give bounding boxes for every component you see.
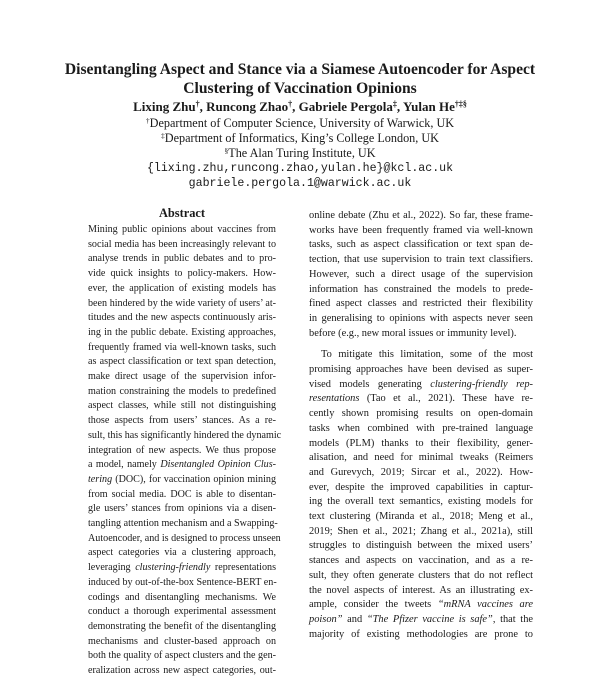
text-line: majority of existing methodologies are prone to <box>309 628 533 640</box>
text-line: vide quick insights to policy-makers. How- <box>88 268 276 280</box>
email-line-2: gabriele.pergola.1@warwick.ac.uk <box>188 177 412 190</box>
text-line: conduct a thorough experimental assessment <box>88 606 276 618</box>
paper-title <box>40 60 560 98</box>
text-line: resentations (Tao et al., 2021). These have re- <box>309 393 533 405</box>
text-line: tasks, such as aspect classification or text span de- <box>309 239 533 251</box>
text-line: and Gurevych, 2019; Sircar et al., 2022). How- <box>309 466 533 478</box>
affiliation-warwick: †Department of Computer Science, University of Warwick, UK <box>145 115 455 130</box>
author-list: Lixing Zhu†, Runcong Zhao†, Gabriele Pergola‡, Yulan He†‡§ <box>133 99 467 114</box>
text-line: in generalising to opinions with aspects never seen <box>309 312 533 324</box>
text-line: frequently framed via well-known tasks, such <box>88 341 276 353</box>
text-line: titudes and the new aspects continuously aris- <box>88 312 276 324</box>
text-line: eralization across new aspect categories, out- <box>88 665 276 677</box>
affiliation-turing: §The Alan Turing Institute, UK <box>224 145 376 160</box>
affiliations <box>40 116 560 191</box>
text-line: stances and aspects on vaccination, and as a re- <box>309 555 533 567</box>
text-line: ing in the public debate. Existing approaches, <box>88 326 276 338</box>
text-line: tangling attention mechanism and a Swapping- <box>88 518 278 530</box>
text-line: ing the overall text semantics, existing models for <box>309 496 533 508</box>
text-line: make direct usage of the supervision infor- <box>88 371 276 383</box>
text-line: both the quality of aspect clusters and the gen- <box>88 650 276 662</box>
abstract-heading: Abstract <box>158 206 206 220</box>
text-line: been hindered by the wide variety of users’ at- <box>88 297 276 309</box>
text-line: mation constraining the models to predefined <box>88 385 276 397</box>
introduction-body <box>309 209 533 642</box>
text-line: Autoencoder, and is designed to process unseen <box>88 532 281 544</box>
text-line: as aspect classification or text span detection, <box>88 356 276 368</box>
email-line-1: {lixing.zhu,runcong.zhao,yulan.he}@kcl.ac.uk <box>146 162 454 175</box>
text-line: sult, they often generate clusters that do not reflect <box>309 569 533 581</box>
text-line: aspect classes, while still not distinguishing <box>88 400 276 412</box>
text-line: gle users’ stances from opinions via a disen- <box>88 503 276 515</box>
text-line: analyse trends in public debates and to pro- <box>88 253 276 265</box>
text-line: integration of new aspects. We thus propose <box>88 444 276 456</box>
abstract-body <box>88 223 282 679</box>
text-line: However, such a direct usage of the supervision <box>309 268 533 280</box>
text-line: promising approaches have been devised as super- <box>309 364 533 376</box>
text-line: alisation, and need for minimal tweaks (Reimers <box>309 452 533 464</box>
title-line-1: Disentangling Aspect and Stance via a Siamese Autoencoder for Aspect <box>64 61 536 78</box>
text-line: leveraging clustering-friendly representations <box>88 562 277 574</box>
text-line: demonstrating the benefit of the disentangling <box>88 620 276 632</box>
text-line: sult, this has significantly hindered the dynamic <box>88 429 282 441</box>
text-line: information has constrained the models to prede- <box>309 283 533 295</box>
text-line: a model, namely Disentangled Opinion Clus- <box>88 459 276 471</box>
text-line: text clustering (Miranda et al., 2018; Meng et al., <box>309 511 533 523</box>
text-line: codings and disentangling mechanisms. We <box>88 591 276 603</box>
text-line: ample, consider the tweets “mRNA vaccines are <box>309 599 533 611</box>
text-line: vised models generating clustering-friendly rep- <box>309 378 534 390</box>
text-line: struggles to distinguish between the mixed users’ <box>309 540 533 552</box>
text-line: aspect categories via a clustering approach, <box>88 547 276 559</box>
text-line: works have been frequently framed via well-known <box>309 224 533 236</box>
text-line: To mitigate this limitation, some of the most <box>321 349 533 361</box>
affiliation-kcl: ‡Department of Informatics, King’s College London, UK <box>161 130 439 145</box>
author-name: Runcong Zhao <box>206 99 289 114</box>
text-line: online debate (Zhu et al., 2022). So far, these frame- <box>309 210 533 221</box>
text-line: fined aspect classes and restricted their flexibility <box>309 298 533 310</box>
author-name: Yulan He <box>402 99 455 114</box>
text-line: the novel aspects of interest. As an illustrating ex- <box>309 584 533 596</box>
author-name: Gabriele Pergola <box>298 99 393 114</box>
text-line: ever, despite the improved capabilities in captur- <box>309 481 533 493</box>
text-line: from social media. DOC is able to disentan- <box>88 488 276 500</box>
text-line: Mining public opinions about vaccines from <box>88 224 276 235</box>
text-line: induced by out-of-the-box Sentence-BERT en- <box>88 576 277 588</box>
paragraph-gap <box>309 341 533 348</box>
text-line: poison” and “The Pfizer vaccine is safe”, that the <box>309 613 533 625</box>
text-line: tasks when combined with pre-trained language <box>309 422 533 434</box>
text-line: those aspects from users’ stances. As a re- <box>88 415 276 427</box>
text-line: models (PLM) thanks to their flexibility, gener- <box>309 437 533 449</box>
title-line-2: Clustering of Vaccination Opinions <box>183 80 417 97</box>
text-line: mechanisms and cluster-based approach on <box>88 635 276 647</box>
text-line: social media has been increasingly relevant to <box>88 238 276 250</box>
text-line: 2019; Shen et al., 2021; Zhang et al., 2021a), still <box>309 525 533 537</box>
text-line: ever, the application of existing models has <box>88 282 276 294</box>
text-line: tering (DOC), for vaccination opinion mining <box>88 473 276 485</box>
author-name: Lixing Zhu <box>133 99 196 114</box>
text-line: tection, that use supervision to train text classifiers. <box>309 254 533 266</box>
text-line: cently shown promising results on open-domain <box>309 408 533 420</box>
text-line: before (e.g., new moral issues or immunity level). <box>309 327 517 339</box>
